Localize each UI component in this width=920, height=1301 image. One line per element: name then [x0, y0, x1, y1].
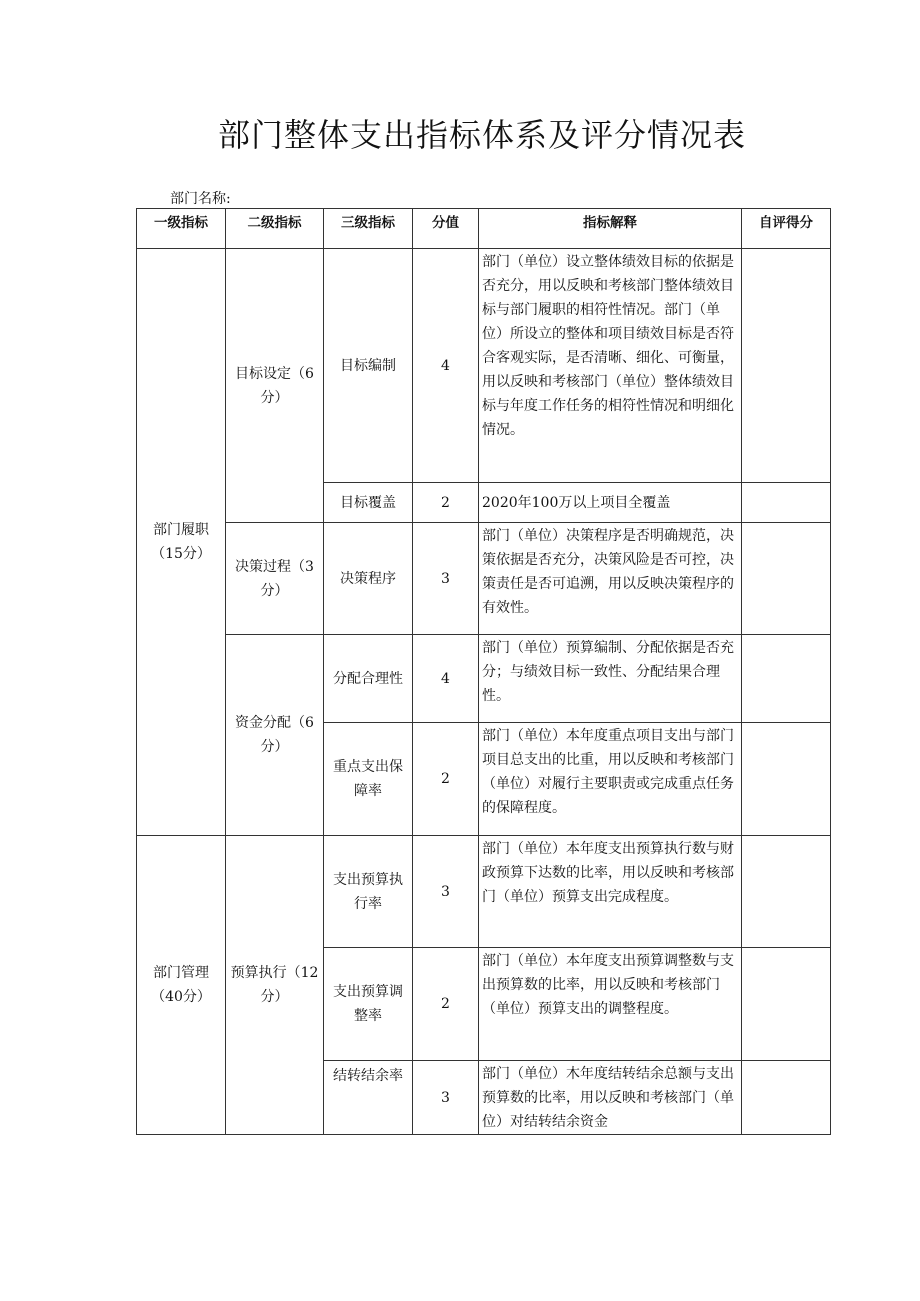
header-self-score: 自评得分 — [742, 209, 831, 249]
level3-cell: 结转结余率 — [324, 1061, 413, 1135]
level1-cell: 部门管理（40分） — [137, 836, 226, 1135]
score-cell: 2 — [413, 948, 479, 1061]
indicator-table — [136, 208, 831, 1135]
level2-cell: 预算执行（12分） — [226, 836, 324, 1135]
explain-cell: 2020年100万以上项目全覆盖 — [479, 483, 742, 523]
level2-cell: 决策过程（3分） — [226, 523, 324, 635]
level3-cell: 目标编制 — [324, 249, 413, 483]
score-cell: 2 — [413, 483, 479, 523]
level3-cell: 重点支出保障率 — [324, 723, 413, 836]
level3-cell: 决策程序 — [324, 523, 413, 635]
score-cell: 3 — [413, 1061, 479, 1135]
level2-cell: 目标设定（6分） — [226, 249, 324, 523]
header-level1: 一级指标 — [137, 209, 226, 249]
score-cell: 2 — [413, 723, 479, 836]
self-score-cell[interactable] — [742, 948, 831, 1061]
explain-cell: 部门（单位）设立整体绩效目标的依据是否充分，用以反映和考核部门整体绩效目标与部门履职的相符性情况。部门（单位）所设立的整体和项目绩效目标是否符合客观实际，是否清晰、细化、可衡量，用以反映和考核部门（单位）整体绩效目标与年度工作任务的相符性情况和明细化情况。 — [479, 249, 742, 483]
table-header-row — [137, 209, 831, 249]
explain-cell: 部门（单位）本年度支出预算执行数与财政预算下达数的比率，用以反映和考核部门（单位）预算支出完成程度。 — [479, 836, 742, 948]
self-score-cell[interactable] — [742, 836, 831, 948]
table-row — [137, 836, 831, 948]
explain-cell: 部门（单位）木年度结转结余总额与支出预算数的比率，用以反映和考核部门（单位）对结转结余资金 — [479, 1061, 742, 1135]
header-level2: 二级指标 — [226, 209, 324, 249]
score-cell: 4 — [413, 635, 479, 723]
self-score-cell[interactable] — [742, 635, 831, 723]
score-cell: 3 — [413, 836, 479, 948]
table-row — [137, 635, 831, 723]
table-row — [137, 523, 831, 635]
score-cell: 4 — [413, 249, 479, 483]
self-score-cell[interactable] — [742, 249, 831, 483]
table-row — [137, 249, 831, 483]
level3-cell: 分配合理性 — [324, 635, 413, 723]
self-score-cell[interactable] — [742, 483, 831, 523]
level3-cell: 支出预算调整率 — [324, 948, 413, 1061]
header-explain: 指标解释 — [479, 209, 742, 249]
level3-cell: 支出预算执行率 — [324, 836, 413, 948]
header-score: 分值 — [413, 209, 479, 249]
level3-cell: 目标覆盖 — [324, 483, 413, 523]
self-score-cell[interactable] — [742, 723, 831, 836]
explain-cell: 部门（单位）本年度支出预算调整数与支出预算数的比率，用以反映和考核部门（单位）预算支出的调整程度。 — [479, 948, 742, 1061]
explain-cell: 部门（单位）决策程序是否明确规范，决策依据是否充分，决策风险是否可控，决策责任是否可追溯，用以反映决策程序的有效性。 — [479, 523, 742, 635]
self-score-cell[interactable] — [742, 1061, 831, 1135]
explain-cell: 部门（单位）本年度重点项目支出与部门项目总支出的比重，用以反映和考核部门（单位）对履行主要职责或完成重点任务的保障程度。 — [479, 723, 742, 836]
department-name-label: 部门名称: — [170, 191, 231, 207]
level2-cell: 资金分配（6分） — [226, 635, 324, 836]
score-cell: 3 — [413, 523, 479, 635]
level1-cell: 部门履职（15分） — [137, 249, 226, 836]
header-level3: 三级指标 — [324, 209, 413, 249]
self-score-cell[interactable] — [742, 523, 831, 635]
explain-cell: 部门（单位）预算编制、分配依据是否充分；与绩效目标一致性、分配结果合理性。 — [479, 635, 742, 723]
page-title: 部门整体支出指标体系及评分情况表 — [217, 116, 746, 154]
